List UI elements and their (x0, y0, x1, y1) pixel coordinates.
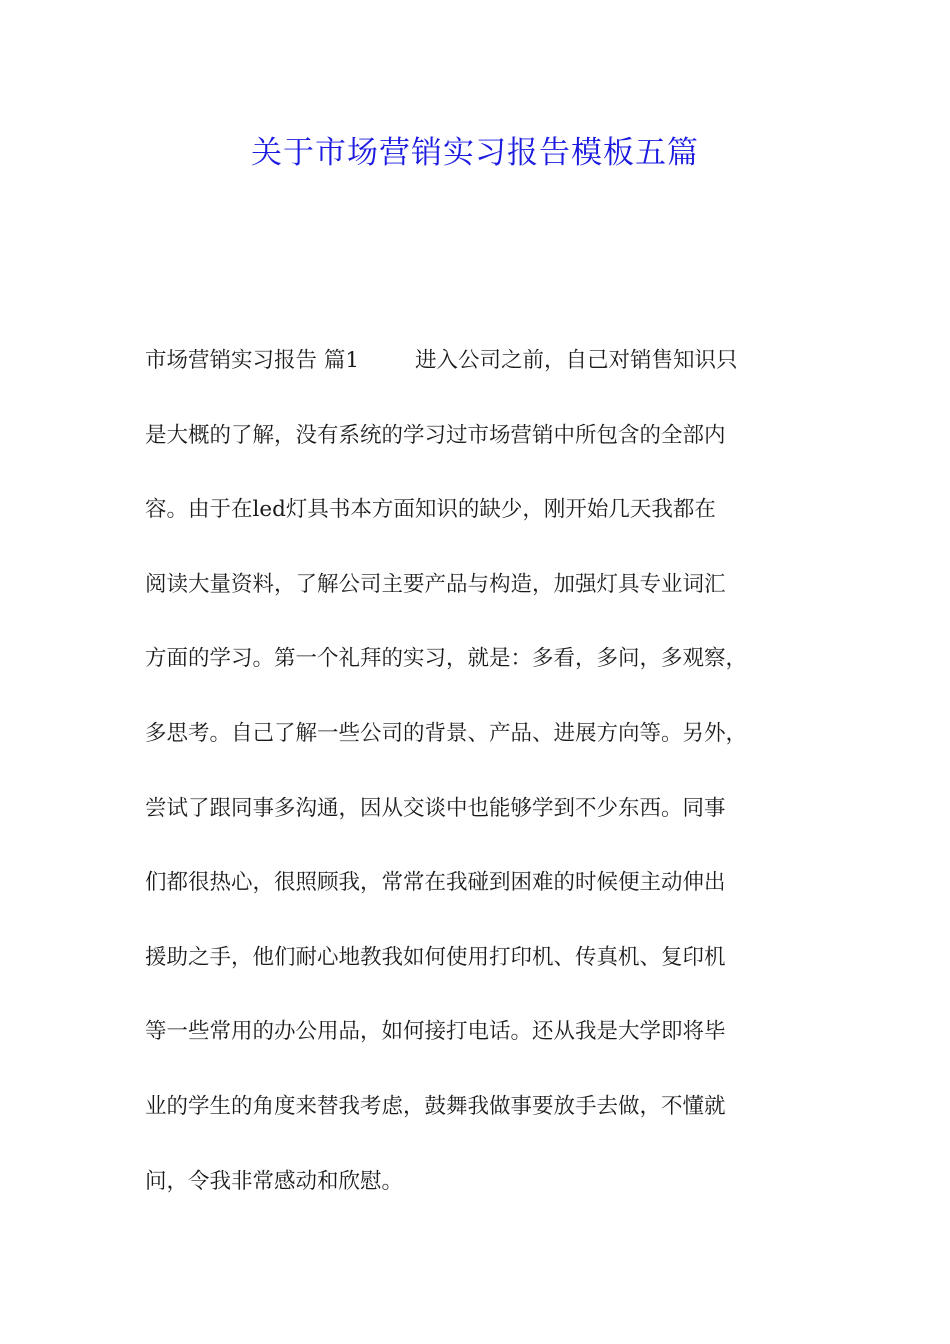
document-title: 关于市场营销实习报告模板五篇 (251, 135, 699, 171)
body-line-9: 援助之手，他们耐心地教我如何使用打印机、传真机、复印机 (145, 944, 726, 970)
section-heading: 市场营销实习报告 篇1 (145, 348, 360, 373)
document-body (145, 336, 825, 1231)
body-line-11: 业的学生的角度来替我考虑，鼓舞我做事要放手去做，不懂就 (145, 1093, 726, 1119)
body-line-1 (145, 336, 825, 411)
body-line-8: 们都很热心，很照顾我，常常在我碰到困难的时候便主动伸出 (145, 870, 726, 896)
body-line-5: 方面的学习。第一个礼拜的实习，就是：多看，多问，多观察， (145, 646, 748, 672)
body-line-2: 是大概的了解，没有系统的学习过市场营销中所包含的全部内 (145, 422, 726, 448)
body-line-6: 多思考。自己了解一些公司的背景、产品、进展方向等。另外， (145, 720, 748, 746)
body-line-7: 尝试了跟同事多沟通，因从交谈中也能够学到不少东西。同事 (145, 795, 726, 821)
body-line-3: 容。由于在led灯具书本方面知识的缺少，刚开始几天我都在 (145, 497, 716, 523)
body-line-10: 等一些常用的办公用品，如何接打电话。还从我是大学即将毕 (145, 1019, 726, 1045)
body-line-4: 阅读大量资料，了解公司主要产品与构造，加强灯具专业词汇 (145, 571, 726, 597)
body-line-12: 问，令我非常感动和欣慰。 (145, 1168, 404, 1194)
paragraph-text: 进入公司之前，自己对销售知识只 (415, 348, 738, 373)
